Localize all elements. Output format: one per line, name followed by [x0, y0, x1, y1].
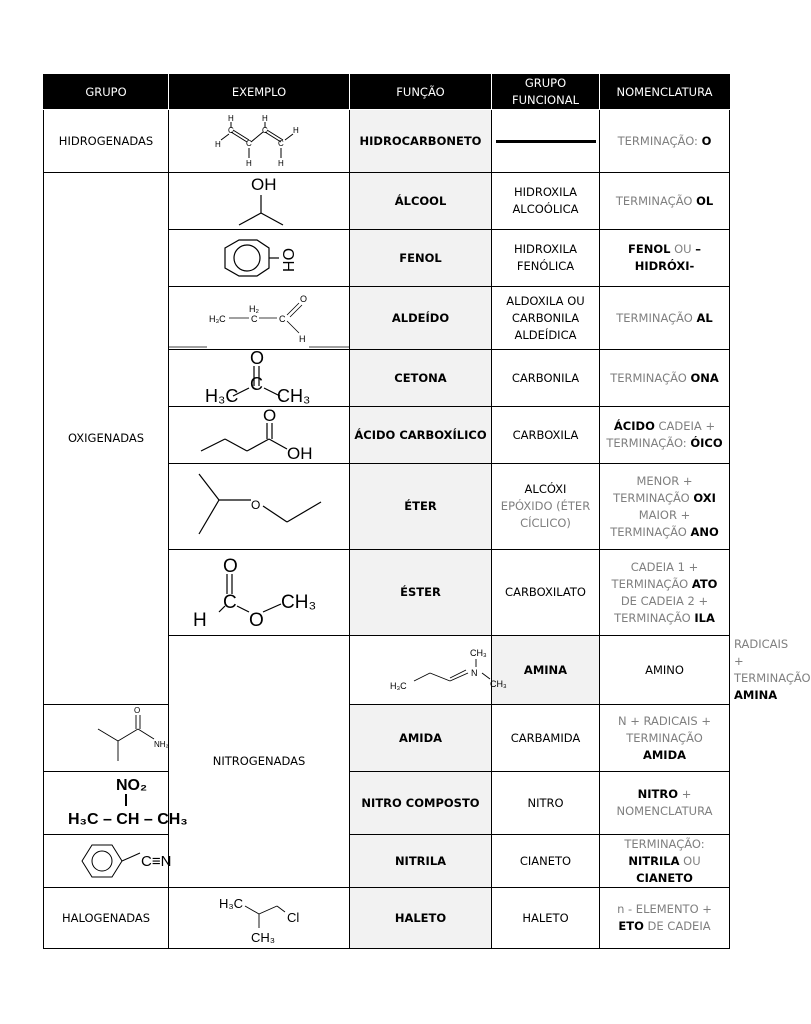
table-row: [44, 772, 730, 835]
grupo-funcional-aldeido: ALDOXILA OU CARBONILA ALDEÍDICA: [492, 287, 600, 350]
funcao-aldeido: ALDEÍDO: [350, 287, 492, 350]
atom-label: H: [193, 610, 207, 631]
funcao-fenol: FENOL: [350, 230, 492, 287]
atom-label: H₃C: [390, 681, 407, 691]
nomenclatura-cell: [600, 350, 730, 407]
atom-label: N: [471, 668, 478, 678]
table-row: [44, 835, 730, 888]
group-hidrogenadas: HIDROGENADAS: [44, 110, 169, 173]
funcao-hidrocarboneto: HIDROCARBONETO: [350, 110, 492, 173]
atom-label: CH₃: [277, 386, 311, 406]
nomenclatura-bold-text: ONA: [690, 370, 719, 385]
atom-label: C: [228, 126, 234, 135]
nomenclatura-cell: [600, 550, 730, 636]
funcao-amida: AMIDA: [350, 705, 492, 772]
nomenclatura-cell: [600, 888, 730, 949]
nomenclatura-cell: [600, 835, 730, 888]
nomenclatura-bold-text: NITRO: [637, 787, 679, 801]
grupo-funcional-haleto: HALETO: [492, 888, 600, 949]
atom-label: H: [293, 126, 299, 135]
grupo-funcional-acido: CARBOXILA: [492, 407, 600, 464]
header-funcao: FUNÇÃO: [350, 75, 492, 110]
single-bond-line: [496, 140, 596, 143]
group-halogenadas: HALOGENADAS: [44, 888, 169, 949]
structure-acido: [169, 407, 350, 464]
atom-label: O: [249, 610, 264, 631]
funcao-eter: ÉTER: [350, 464, 492, 550]
nomenclatura-bold-text: AMINA: [734, 688, 778, 702]
nomenclatura-text: CADEIA 1 + TERMINAÇÃO: [611, 559, 699, 591]
nomenclatura-text: OU: [679, 853, 701, 868]
table-row: [44, 173, 730, 230]
nomenclatura-text: N + RADICAIS + TERMINAÇÃO: [617, 713, 712, 745]
nomenclatura-text: OU: [670, 242, 696, 256]
table-row: [44, 110, 730, 173]
structure-amina: [350, 636, 507, 705]
nomenclatura-text: MAIOR + TERMINAÇÃO: [610, 507, 691, 539]
atom-label: H: [299, 334, 306, 344]
atom-label: H: [278, 159, 284, 168]
atom-label: C: [278, 139, 284, 148]
group-nitrogenadas: NITROGENADAS: [169, 636, 350, 888]
atom-label: O: [251, 498, 261, 512]
header-exemplo: EXEMPLO: [169, 75, 350, 110]
structure-cetona: [169, 350, 350, 407]
nomenclatura-bold-text: ANO: [690, 524, 719, 539]
nomenclatura-bold-text: OXI: [693, 490, 716, 505]
header-nomenclatura: NOMENCLATURA: [600, 75, 730, 110]
atom-label: C: [251, 314, 258, 324]
grupo-funcional-alcoxi: ALCÓXI: [524, 482, 567, 496]
atom-label: OH: [287, 444, 313, 463]
nomenclatura-cell: [600, 407, 730, 464]
header-grupo: GRUPO: [44, 75, 169, 110]
nomenclatura-bold-text: ÓICO: [690, 436, 723, 450]
atom-label: H₂: [249, 304, 259, 314]
grupo-funcional-amida: CARBAMIDA: [492, 705, 600, 772]
nomenclatura-cell: [600, 705, 730, 772]
atom-label: O: [223, 556, 238, 577]
nomenclatura-text: DE CADEIA: [643, 919, 711, 933]
grupo-funcional-eter: [492, 464, 600, 550]
grupo-funcional-amina: AMINO: [600, 636, 730, 705]
atom-label: H: [262, 114, 268, 123]
nomenclatura-cell: [600, 110, 730, 173]
atom-label: H₃C: [219, 896, 244, 911]
nomenclatura-text: TERMINAÇÃO: [615, 193, 697, 208]
atom-label: C: [279, 314, 286, 324]
grupo-funcional-alcool: HIDROXILA ALCOÓLICA: [492, 173, 600, 230]
structure-nitro: [44, 772, 188, 835]
structure-ester: [169, 550, 350, 636]
atom-label: OH: [251, 175, 277, 194]
atom-label: CH₃: [251, 930, 276, 945]
grupo-funcional-ester: CARBOXILATO: [492, 550, 600, 636]
atom-label: H₃C: [205, 386, 239, 406]
group-oxigenadas: OXIGENADAS: [44, 173, 169, 705]
funcao-ester: ÉSTER: [350, 550, 492, 636]
structure-eter: [169, 464, 350, 550]
grupo-funcional-nitro: NITRO: [492, 772, 600, 835]
grupo-funcional-hidrocarboneto: [492, 110, 600, 173]
structure-haleto: [169, 888, 350, 949]
structure-amida: [44, 705, 169, 772]
nomenclatura-text: + NOMENCLATURA: [616, 787, 713, 818]
nomenclatura-cell: [600, 772, 730, 835]
atom-label: C: [223, 592, 237, 613]
grupo-funcional-nitrila: CIANETO: [492, 835, 600, 888]
atom-label: H: [215, 140, 221, 149]
atom-label: Cl: [287, 910, 300, 925]
nomenclatura-bold-text: ATO: [691, 576, 718, 591]
nomenclatura-text: RADICAIS + TERMINAÇÃO: [734, 637, 811, 685]
nomenclatura-text: n - ELEMENTO +: [617, 902, 712, 916]
table-row: [44, 705, 730, 772]
nomenclatura-bold-text: OL: [696, 193, 714, 208]
atom-label: C≡N: [141, 853, 172, 870]
atom-label: CH₃: [490, 679, 507, 689]
nomenclatura-bold-text: ILA: [694, 610, 715, 625]
atom-label: C: [250, 374, 263, 394]
nomenclatura-cell: [600, 173, 730, 230]
funcao-haleto: HALETO: [350, 888, 492, 949]
nomenclatura-bold-text: –HIDRÓXI-: [634, 242, 701, 273]
atom-label: C: [246, 139, 252, 148]
nomenclatura-bold-text: ETO: [618, 919, 644, 933]
atom-label: O: [300, 294, 308, 304]
atom-label: H₃C: [209, 314, 226, 324]
structure-hidrocarboneto: [169, 110, 350, 173]
nomenclatura-text: CADEIA + TERMINAÇÃO:: [606, 419, 716, 450]
atom-label: CH₃: [470, 648, 487, 658]
nomenclatura-bold-text: CIANETO: [636, 870, 693, 885]
atom-label: CH₃: [281, 592, 317, 613]
nomenclatura-cell: [600, 287, 730, 350]
nomenclatura-bold-text: O: [701, 133, 712, 148]
atom-label: OH: [279, 248, 296, 272]
nomenclatura-text: TERMINAÇÃO: [616, 310, 697, 325]
nomenclatura-text: MENOR + TERMINAÇÃO: [613, 473, 694, 505]
structure-aldeido: [169, 287, 350, 350]
structure-fenol: [169, 230, 350, 287]
nomenclatura-text: TERMINAÇÃO: [610, 370, 691, 385]
structure-alcool: [169, 173, 350, 230]
atom-label: O: [263, 406, 277, 425]
functions-table: [43, 74, 811, 949]
atom-label: H: [246, 159, 252, 168]
atom-label: H: [228, 114, 234, 123]
grupo-funcional-cetona: CARBONILA: [492, 350, 600, 407]
structure-nitrila: [44, 835, 172, 888]
funcao-nitrila: NITRILA: [350, 835, 492, 888]
header-grupo-funcional: GRUPO FUNCIONAL: [492, 75, 600, 110]
atom-label: O: [134, 706, 141, 715]
nomenclatura-cell: [600, 464, 730, 550]
nomenclatura-text: TERMINAÇÃO:: [624, 836, 705, 851]
nomenclatura-cell: [600, 230, 730, 287]
nomenclatura-text: TERMINAÇÃO:: [617, 133, 702, 148]
funcao-amina: AMINA: [492, 636, 600, 705]
funcao-acido: ÁCIDO CARBOXÍLICO: [350, 407, 492, 464]
atom-label: H₃C – CH – CH₃: [68, 811, 188, 828]
nomenclatura-bold-text: AMIDA: [642, 747, 687, 762]
funcao-nitro: NITRO COMPOSTO: [350, 772, 492, 835]
table-row: [44, 888, 730, 949]
funcao-cetona: CETONA: [350, 350, 492, 407]
nomenclatura-bold-text: AL: [696, 310, 713, 325]
header-row: [44, 75, 730, 110]
grupo-funcional-epoxido: EPÓXIDO (ÉTER CÍCLICO): [500, 499, 591, 530]
nomenclatura-bold-text: FENOL: [628, 242, 671, 256]
atom-label: O: [250, 348, 265, 368]
atom-label: C: [262, 126, 268, 135]
nomenclatura-bold-text: ÁCIDO: [613, 419, 655, 433]
funcao-alcool: ÁLCOOL: [350, 173, 492, 230]
atom-label: NH₂: [154, 740, 169, 749]
atom-label: NO₂: [116, 777, 148, 794]
grupo-funcional-fenol: HIDROXILA FENÓLICA: [492, 230, 600, 287]
nomenclatura-bold-text: NITRILA: [628, 853, 680, 868]
nomenclatura-text: DE CADEIA 2 + TERMINAÇÃO: [614, 593, 709, 625]
